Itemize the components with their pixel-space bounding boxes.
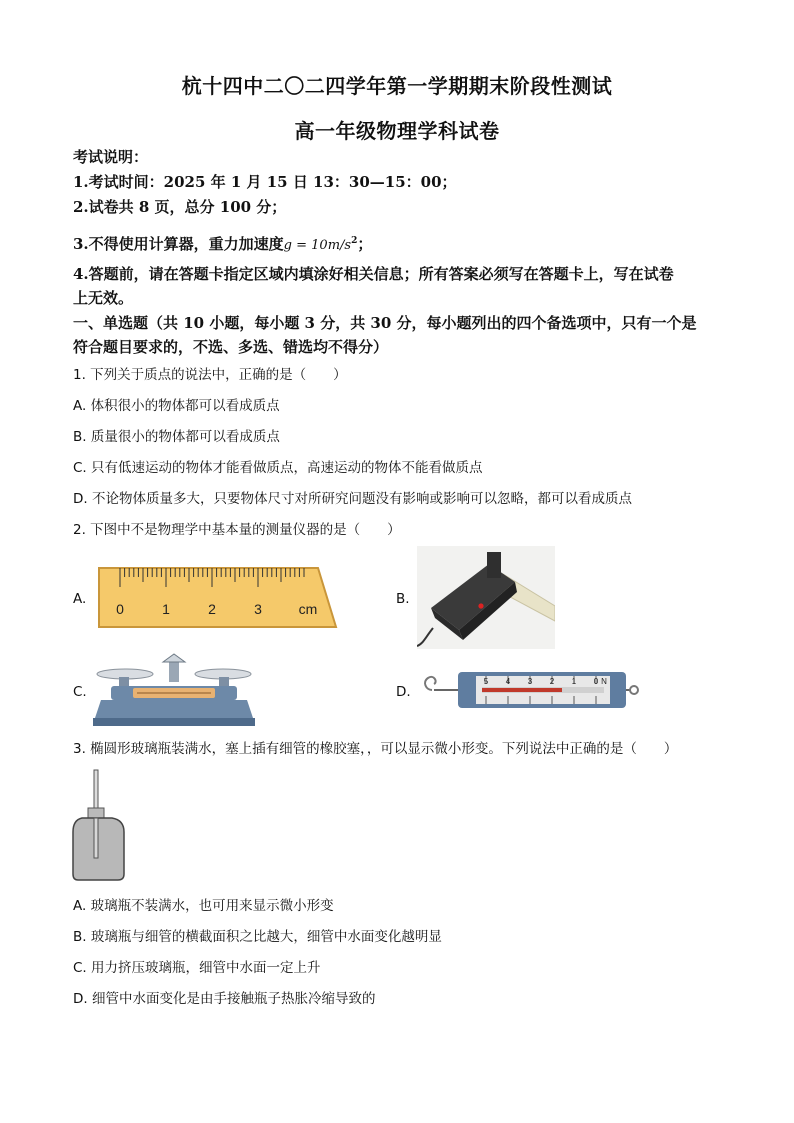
q1-stem: 1. 下列关于质点的说法中，正确的是（ ）	[73, 367, 347, 383]
scale-tick-2: 2	[549, 677, 555, 686]
q2-label-d: D.	[396, 684, 411, 700]
exam-title: 杭十四中二〇二四学年第一学期期末阶段性测试	[181, 74, 613, 98]
instruction-pages: 2.试卷共 8 页，总分 100 分；	[73, 198, 287, 216]
q3-option-c: C. 用力挤压玻璃瓶，细管中水面一定上升	[73, 960, 321, 976]
bottle-image	[72, 768, 128, 882]
q2-label-a: A.	[73, 591, 87, 607]
instruction-calculator-end: ；	[357, 235, 373, 253]
instruction-calculator	[73, 230, 372, 257]
instruction-time: 1.考试时间：2025 年 1 月 15 日 13：30—15：00；	[73, 173, 457, 191]
ruler-image	[96, 565, 340, 631]
spring-scale-image	[416, 668, 640, 712]
q3-option-b: B. 玻璃瓶与细管的横截面积之比越大，细管中水面变化越明显	[73, 929, 442, 945]
q1-option-c: C. 只有低速运动的物体才能看做质点，高速运动的物体不能看做质点	[73, 460, 483, 476]
ruler-tick-0: 0	[116, 601, 124, 617]
scale-unit: N	[601, 677, 607, 686]
gravity-exponent: 2	[351, 236, 358, 246]
section-heading-line2: 符合题目要求的，不选、多选、错选均不得分）	[73, 338, 389, 356]
ruler-tick-3: 3	[254, 601, 262, 617]
ruler-tick-1: 1	[162, 601, 170, 617]
ruler-unit: cm	[298, 601, 318, 617]
scale-tick-4: 4	[505, 677, 511, 686]
timer-image	[417, 546, 555, 649]
q2-label-b: B.	[396, 591, 410, 607]
exam-subtitle: 高一年级物理学科试卷	[294, 119, 500, 143]
section-heading-line1: 一、单选题（共 10 小题，每小题 3 分，共 30 分，每小题列出的四个备选项中，只有一个是	[73, 314, 697, 332]
gravity-formula: g = 10m/s	[283, 238, 352, 253]
balance-image	[93, 652, 255, 730]
instruction-answers-line1: 4.答题前，请在答题卡指定区域内填涂好相关信息；所有答案必须写在答题卡上，写在试卷	[73, 265, 674, 283]
q1-option-b: B. 质量很小的物体都可以看成质点	[73, 429, 280, 445]
q3-option-d: D. 细管中水面变化是由手接触瓶子热胀冷缩导致的	[73, 991, 376, 1007]
q3-stem: 3. 椭圆形玻璃瓶装满水，塞上插有细管的橡胶塞，，可以显示微小形变。下列说法中正确的是（ ）	[73, 741, 678, 757]
q2-label-c: C.	[73, 684, 87, 700]
instructions-heading: 考试说明：	[73, 148, 149, 166]
scale-tick-5: 5	[483, 677, 489, 686]
ruler-tick-2: 2	[208, 601, 216, 617]
q2-stem: 2. 下图中不是物理学中基本量的测量仪器的是（ ）	[73, 522, 401, 538]
q1-option-a: A. 体积很小的物体都可以看成质点	[73, 398, 280, 414]
scale-tick-3: 3	[527, 677, 533, 686]
q1-option-d: D. 不论物体质量多大，只要物体尺寸对所研究问题没有影响或影响可以忽略，都可以看成质点	[73, 491, 632, 507]
scale-tick-1: 1	[571, 677, 577, 686]
scale-tick-0: 0	[593, 677, 599, 686]
instruction-answers-line2: 上无效。	[73, 289, 134, 307]
instruction-calculator-text: 3.不得使用计算器，重力加速度	[73, 235, 284, 253]
q3-option-a: A. 玻璃瓶不装满水，也可用来显示微小形变	[73, 898, 334, 914]
